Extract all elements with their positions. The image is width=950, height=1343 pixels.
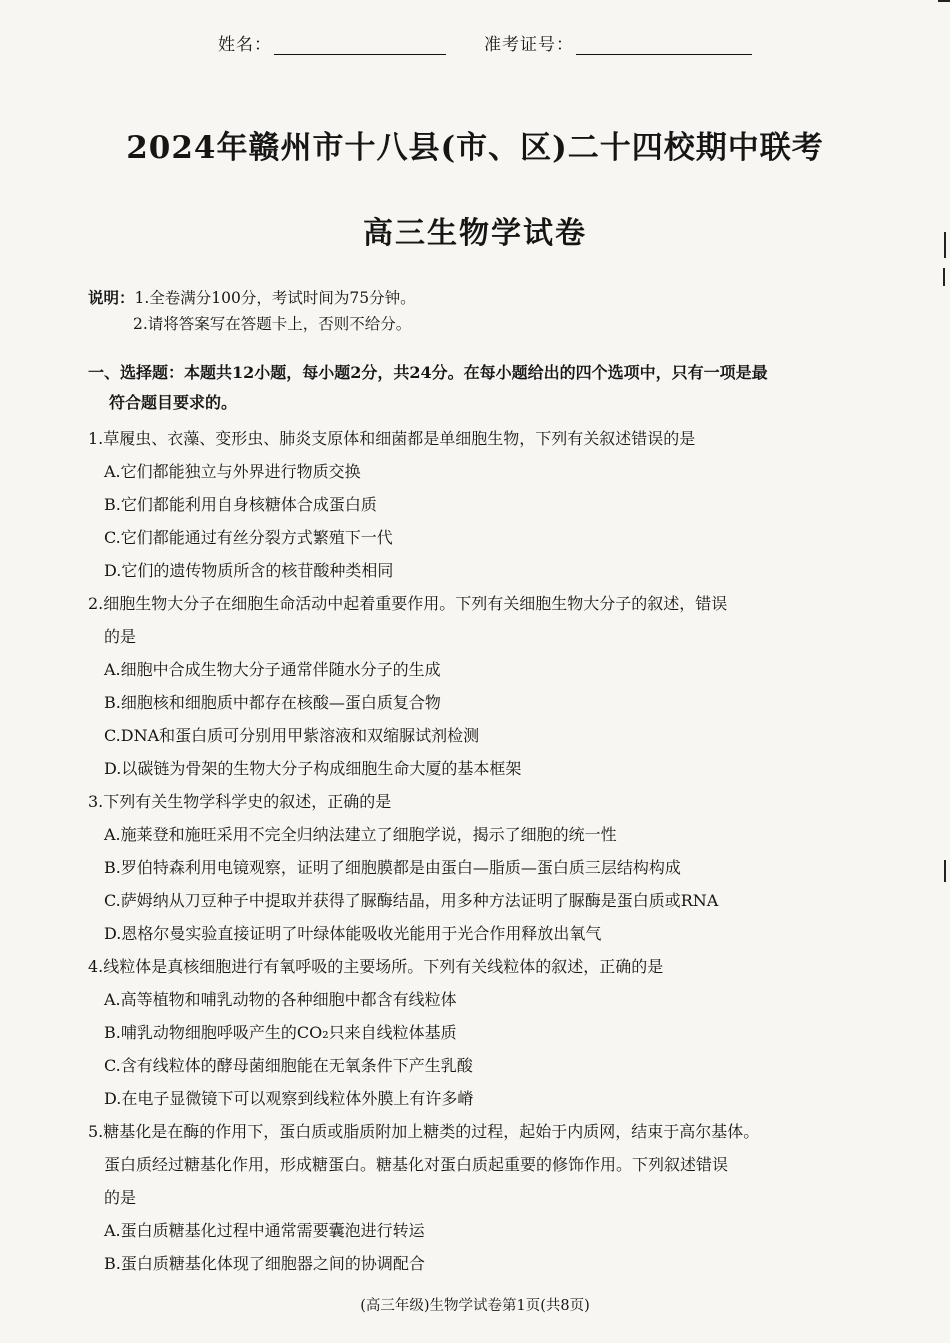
question-4-option-a: A.高等植物和哺乳动物的各种细胞中都含有线粒体 bbox=[104, 990, 457, 1009]
page-footer: (高三年级)生物学试卷第1页(共8页) bbox=[360, 1298, 590, 1314]
name-blank-line[interactable] bbox=[274, 36, 446, 55]
question-2-option-d: D.以碳链为骨架的生物大分子构成细胞生命大厦的基本框架 bbox=[104, 759, 522, 778]
instruction-item: 1.全卷满分100分，考试时间为75分钟。 bbox=[134, 289, 416, 307]
question-2-stem-cont: 的是 bbox=[104, 627, 137, 646]
scan-edge-mark bbox=[944, 860, 946, 882]
section-heading-line: 符合题目要求的。 bbox=[109, 393, 238, 412]
exam-subtitle: 高三生物学试卷 bbox=[363, 216, 587, 251]
question-4-option-c: C.含有线粒体的酵母菌细胞能在无氧条件下产生乳酸 bbox=[104, 1056, 473, 1075]
scan-edge-mark bbox=[943, 268, 945, 286]
question-1-option-b: B.它们都能利用自身核糖体合成蛋白质 bbox=[104, 495, 377, 514]
question-4-option-b: B.哺乳动物细胞呼吸产生的CO₂只来自线粒体基质 bbox=[104, 1023, 457, 1042]
exam-number-blank-line[interactable] bbox=[576, 36, 752, 55]
question-2-stem: 2.细胞生物大分子在细胞生命活动中起着重要作用。下列有关细胞生物大分子的叙述，错误 bbox=[88, 594, 728, 613]
question-4-stem: 4.线粒体是真核细胞进行有氧呼吸的主要场所。下列有关线粒体的叙述，正确的是 bbox=[88, 957, 664, 976]
scan-edge-mark bbox=[938, 0, 950, 2]
question-5-stem-cont: 蛋白质经过糖基化作用，形成糖蛋白。糖基化对蛋白质起重要的修饰作用。下列叙述错误 bbox=[104, 1155, 729, 1174]
instructions bbox=[88, 285, 416, 337]
question-3-option-c: C.萨姆纳从刀豆种子中提取并获得了脲酶结晶，用多种方法证明了脲酶是蛋白质或RNA bbox=[104, 891, 719, 910]
exam-title: 2024年赣州市十八县(市、区)二十四校期中联考 bbox=[126, 130, 824, 166]
question-1-option-d: D.它们的遗传物质所含的核苷酸种类相同 bbox=[104, 561, 394, 580]
section-heading bbox=[88, 358, 873, 418]
question-5-option-b: B.蛋白质糖基化体现了细胞器之间的协调配合 bbox=[104, 1254, 425, 1273]
scan-edge-mark bbox=[944, 232, 946, 258]
question-1-stem: 1.草履虫、衣藻、变形虫、肺炎支原体和细菌都是单细胞生物，下列有关叙述错误的是 bbox=[88, 429, 696, 448]
question-3-stem: 3.下列有关生物学科学史的叙述，正确的是 bbox=[88, 792, 392, 811]
instructions-label: 说明： bbox=[88, 288, 135, 307]
question-2-option-b: B.细胞核和细胞质中都存在核酸—蛋白质复合物 bbox=[104, 693, 441, 712]
question-5-stem-cont: 的是 bbox=[104, 1188, 137, 1207]
question-5-option-a: A.蛋白质糖基化过程中通常需要囊泡进行转运 bbox=[104, 1221, 425, 1240]
instruction-item: 2.请将答案写在答题卡上，否则不给分。 bbox=[133, 315, 412, 333]
candidate-info bbox=[218, 30, 752, 55]
exam-number-label: 准考证号： bbox=[484, 35, 574, 55]
question-3-option-d: D.恩格尔曼实验直接证明了叶绿体能吸收光能用于光合作用释放出氧气 bbox=[104, 924, 602, 943]
question-3-option-a: A.施莱登和施旺采用不完全归纳法建立了细胞学说，揭示了细胞的统一性 bbox=[104, 825, 617, 844]
question-2-option-c: C.DNA和蛋白质可分别用甲紫溶液和双缩脲试剂检测 bbox=[104, 726, 480, 745]
question-4-option-d: D.在电子显微镜下可以观察到线粒体外膜上有许多嵴 bbox=[104, 1089, 474, 1108]
question-2-option-a: A.细胞中合成生物大分子通常伴随水分子的生成 bbox=[104, 660, 441, 679]
question-5-stem: 5.糖基化是在酶的作用下，蛋白质或脂质附加上糖类的过程，起始于内质网，结束于高尔基体。 bbox=[88, 1122, 760, 1141]
exam-number-field[interactable] bbox=[484, 30, 752, 55]
section-heading-line: 一、选择题：本题共12小题，每小题2分，共24分。在每小题给出的四个选项中，只有一项是最 bbox=[88, 363, 768, 382]
question-3-option-b: B.罗伯特森利用电镜观察，证明了细胞膜都是由蛋白—脂质—蛋白质三层结构构成 bbox=[104, 858, 681, 877]
question-1-option-a: A.它们都能独立与外界进行物质交换 bbox=[104, 462, 361, 481]
name-label: 姓名： bbox=[218, 35, 272, 55]
question-1-option-c: C.它们都能通过有丝分裂方式繁殖下一代 bbox=[104, 528, 393, 547]
name-field[interactable] bbox=[218, 30, 446, 55]
